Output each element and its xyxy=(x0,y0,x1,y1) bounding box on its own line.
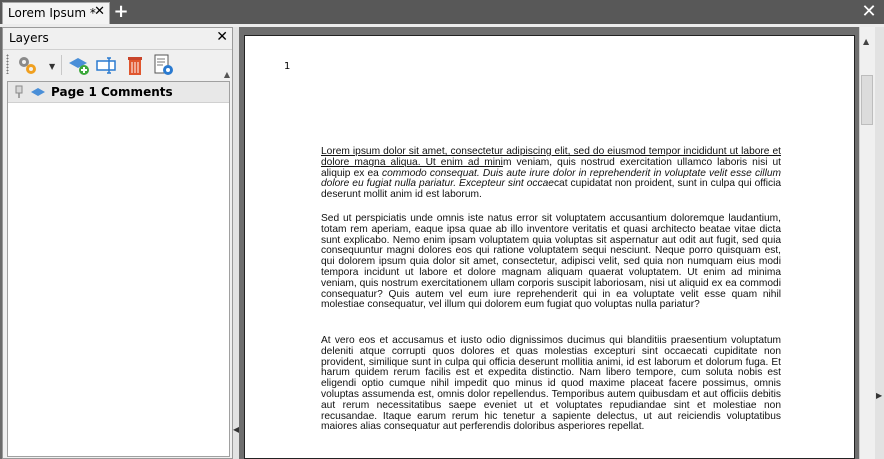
close-tab-icon[interactable]: ✕ xyxy=(94,4,105,19)
new-tab-button[interactable]: + xyxy=(113,1,129,22)
paragraph-1 xyxy=(321,147,781,201)
properties-icon xyxy=(151,53,175,77)
document-viewer xyxy=(239,27,884,459)
gears-icon xyxy=(15,53,39,77)
trash-icon xyxy=(123,53,147,77)
pin-icon[interactable] xyxy=(13,85,25,99)
layer-label: Page 1 Comments xyxy=(51,85,173,99)
paragraph-2: Sed ut perspiciatis unde omnis iste natus error sit voluptatem accusantium doloremque laudantium, totam rem aperiam, eaque ipsa quae ab illo inventore veritatis et quasi architecto beatae vitae dicta sunt explicabo. Nemo enim ipsam voluptatem quia voluptas sit aspernatur aut odit aut fugit, sed quia consequuntur magni dolores eos qui ratione voluptatem sequi nesciunt. Neque porro quisquam est, qui dolorem ipsum quia dolor sit amet, consectetur, adipisci velit, sed quia non numquam eius modi tempora incidunt ut labore et dolore magnam aliquam quaerat voluptatem. Ut enim ad minima veniam, quis nostrum exercitationem ullam corporis suscipit laboriosam, nisi ut aliquid ex ea commodi consequatur? Quis autem vel eum iure reprehenderit qui in ea voluptate velit esse quam nihil molestiae consequatur, vel illum qui dolorem eum fugiat quo voluptas nulla pariatur? xyxy=(321,213,781,311)
document-tab[interactable] xyxy=(2,2,110,24)
page-number: 1 xyxy=(284,61,291,72)
layer-properties-button[interactable] xyxy=(151,53,175,77)
underlined-text: Lorem ipsum dolor sit amet, consectetur adipiscing elit, sed do eiusmod tempor incididunt ut labore et dolore magna aliqua. Ut enim ad mini xyxy=(321,146,781,168)
scrollbar-thumb[interactable] xyxy=(861,75,873,125)
tab-bar xyxy=(0,0,884,24)
layer-options-button[interactable] xyxy=(15,53,39,77)
add-layer-button[interactable] xyxy=(67,53,91,77)
right-panel-splitter[interactable] xyxy=(875,27,884,459)
expand-panel-icon[interactable]: ▶ xyxy=(876,391,883,400)
paragraph-1-text-b: cat cupidatat non proident, sunt in culpa qui officia deserunt mollit anim id est laborum. xyxy=(321,178,781,201)
layers-panel-title: Layers xyxy=(9,31,49,45)
delete-layer-button[interactable] xyxy=(123,53,147,77)
rename-layer-button[interactable] xyxy=(95,53,119,77)
layer-icon xyxy=(30,86,46,98)
vertical-scrollbar[interactable] xyxy=(859,27,875,459)
layers-toolbar xyxy=(3,49,232,80)
toolbar-separator xyxy=(61,55,62,75)
toolbar-grip[interactable] xyxy=(6,54,9,74)
close-window-icon[interactable]: ✕ xyxy=(861,1,877,22)
layer-row[interactable] xyxy=(8,82,229,103)
layers-panel-header xyxy=(3,28,232,49)
italic-text: commodo consequat. Duis aute irure dolor in reprehenderit in voluptate velit esse cillum dolore eu fugiat nulla pariatur. Excepteur sint occae xyxy=(321,167,781,190)
paragraph-1-text-a: m veniam, quis nostrud exercitation ullamco laboris nisi ut aliquip ex ea xyxy=(321,156,781,179)
document-page[interactable] xyxy=(244,35,855,459)
layers-tree xyxy=(7,81,230,457)
paragraph-3: At vero eos et accusamus et iusto odio dignissimos ducimus qui blanditiis praesentium voluptatum deleniti atque corrupti quos dolores et quas molestias excepturi sint occaecati cupiditate non provident, similique sunt in culpa qui officia deserunt mollitia animi, id est laborum et dolorum fuga. Et harum quidem rerum facilis est et expedita distinctio. Nam libero tempore, cum soluta nobis est eligendi optio cumque nihil impedit quo minus id quod maxime placeat facere possimus, omnis voluptas assumenda est, omnis dolor repellendus. Temporibus autem quibusdam et aut officiis debitis aut rerum necessitatibus saepe eveniet ut et voluptates repudiandae sint et molestiae non recusandae. Itaque earum rerum hic tenetur a sapiente delectus, ut aut reiciendis voluptatibus maiores alias consequatur aut perferendis doloribus asperiores repellat. xyxy=(321,335,781,433)
add-layer-icon xyxy=(67,53,91,77)
scroll-up-icon[interactable]: ▲ xyxy=(863,37,870,46)
document-tab-title: Lorem Ipsum * xyxy=(8,6,96,20)
layers-close-icon[interactable]: ✕ xyxy=(216,29,228,45)
chevron-down-icon[interactable]: ▼ xyxy=(49,62,56,71)
toolbar-overflow-icon[interactable]: ▲ xyxy=(223,70,230,79)
rename-icon xyxy=(95,53,119,77)
layers-panel xyxy=(2,27,233,459)
collapse-panel-icon[interactable]: ◀ xyxy=(233,425,240,434)
